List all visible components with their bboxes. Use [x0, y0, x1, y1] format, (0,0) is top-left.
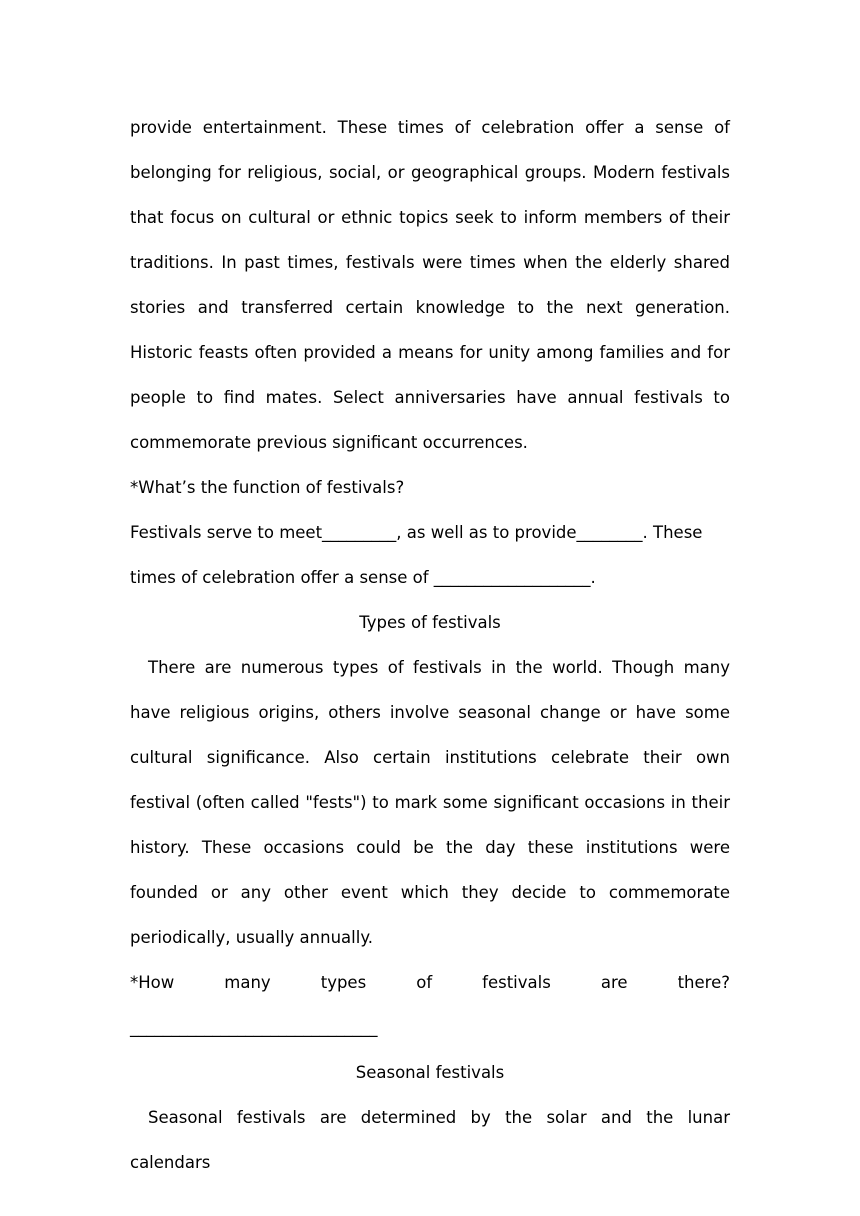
question-function-prompt: *What’s the function of festivals? [130, 478, 405, 497]
fill-in-text-1: Festivals serve to meet [130, 523, 323, 542]
fill-in-text-4: . [590, 568, 596, 587]
fill-in-text-2: , as well as to provide [396, 523, 577, 542]
document-page [130, 105, 730, 1185]
seasonal-paragraph: Seasonal festivals are determined by the solar and the lunar calendars [130, 1108, 730, 1172]
question-types-prompt: *How many types of festivals are there? [130, 973, 730, 992]
answer-line: ______________________________ [130, 1018, 378, 1037]
answer-blank-1: _________ [322, 523, 397, 542]
question-types-answer-line [130, 1005, 730, 1050]
seasonal-heading: Seasonal festivals [355, 1063, 505, 1082]
fill-in-text-3: . These times of celebration offer a sense of [130, 523, 703, 587]
intro-paragraph: provide entertainment. These times of celebration offer a sense of belonging for religious, social, or geographical groups. Modern festivals that focus on cultural or ethnic topics seek to inform members of their traditions. In past times, festivals were times when the elderly shared stories and transferred certain knowledge to the next generation. Historic feasts often provided a means for unity among families and for people to find mates. Select anniversaries have annual festivals to commemorate previous significant occurrences. [130, 118, 730, 452]
types-heading: Types of festivals [359, 613, 501, 632]
answer-blank-3: ___________________ [433, 568, 591, 587]
question-function-fill-in [130, 510, 730, 600]
types-paragraph: There are numerous types of festivals in the world. Though many have religious origins, others involve seasonal change or have some cultural significance. Also certain institutions celebrate their own festival (often called "fests") to mark some significant occasions in their history. These occasions could be the day these institutions were founded or any other event which they decide to commemorate periodically, usually annually. [130, 658, 730, 947]
answer-blank-2: ________ [576, 523, 643, 542]
